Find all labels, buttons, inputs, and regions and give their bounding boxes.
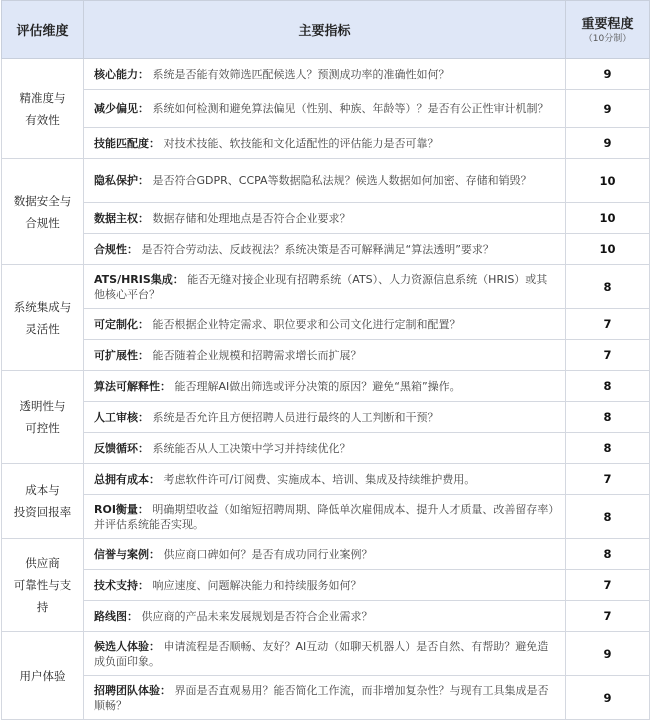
indicator-label: ROI衡量： — [94, 502, 149, 516]
indicator-text: 系统是否允许且方便招聘人员进行最终的人工判断和干预？ — [152, 410, 439, 424]
indicator-cell — [84, 128, 566, 159]
dimension-cell — [2, 632, 84, 720]
dimension-name-line: 成本与 — [25, 483, 60, 497]
header-importance-subtitle: （10分制） — [583, 34, 632, 44]
indicator-cell — [84, 90, 566, 128]
importance-score: 7 — [566, 309, 650, 340]
indicator-text: 系统是否能有效筛选匹配候选人？预测成功率的准确性如何？ — [152, 67, 450, 81]
indicator-cell — [84, 676, 566, 720]
indicator-label: 隐私保护： — [94, 174, 149, 187]
table-row — [2, 340, 650, 371]
indicator-text: 能否根据企业特定需求、职位要求和公司文化进行定制和配置？ — [152, 317, 461, 331]
dimension-name-line: 有效性 — [25, 112, 60, 127]
table-row — [2, 676, 650, 720]
table-row — [2, 402, 650, 433]
table-row — [2, 464, 650, 495]
indicator-cell — [84, 309, 566, 340]
indicator-text: 是否符合劳动法、反歧视法？系统决策是否可解释满足“算法透明”要求？ — [141, 242, 494, 256]
indicator-label: 算法可解释性： — [94, 379, 171, 393]
indicator-label: 人工审核： — [94, 410, 149, 424]
indicator-text: 是否符合GDPR、CCPA等数据隐私法规？候选人数据如何加密、存储和销毁？ — [152, 174, 532, 187]
indicator-label: 合规性： — [94, 242, 138, 256]
indicator-text: 系统能否从人工决策中学习并持续优化？ — [152, 441, 351, 455]
table-row — [2, 265, 650, 309]
importance-score: 9 — [566, 128, 650, 159]
table-row — [2, 539, 650, 570]
indicator-label: 技术支持： — [94, 578, 149, 592]
dimension-name-line: 透明性与 — [19, 399, 66, 413]
indicator-text: 系统如何检测和避免算法偏见（性别、种族、年龄等）？是否有公正性审计机制？ — [152, 102, 549, 115]
indicator-label: 核心能力： — [94, 67, 149, 81]
indicator-text: 响应速度、问题解决能力和持续服务如何？ — [152, 578, 362, 592]
importance-score: 9 — [566, 632, 650, 676]
importance-score: 7 — [566, 340, 650, 371]
dimension-name-line: 用户体验 — [19, 668, 66, 683]
table-row — [2, 601, 650, 632]
importance-score: 10 — [566, 234, 650, 265]
indicator-cell — [84, 464, 566, 495]
indicator-text: 申请流程是否顺畅、友好？AI互动（如聊天机器人）是否自然、有帮助？避免造成负面印象。 — [94, 639, 549, 668]
importance-score: 10 — [566, 159, 650, 203]
indicator-label: 减少偏见： — [94, 102, 149, 115]
dimension-cell — [2, 265, 84, 371]
importance-score: 8 — [566, 402, 650, 433]
table-row — [2, 159, 650, 203]
importance-score: 9 — [566, 59, 650, 90]
table-row — [2, 90, 650, 128]
indicator-text: 供应商口碑如何？是否有成功同行业案例？ — [163, 547, 373, 561]
indicator-label: 招聘团队体验： — [94, 683, 171, 697]
indicator-label: 候选人体验： — [94, 639, 160, 653]
indicator-label: 反馈循环： — [94, 441, 149, 455]
dimension-cell — [2, 539, 84, 632]
indicator-cell — [84, 371, 566, 402]
indicator-label: 路线图： — [94, 609, 138, 623]
importance-score: 8 — [566, 433, 650, 464]
dimension-cell — [2, 59, 84, 159]
dimension-cell — [2, 464, 84, 539]
evaluation-table-container — [1, 0, 649, 720]
indicator-text: 能否随着企业规模和招聘需求增长而扩展？ — [152, 348, 362, 362]
indicator-label: 可定制化： — [94, 317, 149, 331]
indicator-label: 数据主权： — [94, 211, 149, 225]
indicator-cell — [84, 265, 566, 309]
indicator-label: 信誉与案例： — [94, 547, 160, 561]
dimension-name-line: 可控性 — [25, 421, 60, 435]
indicator-cell — [84, 601, 566, 632]
table-row — [2, 309, 650, 340]
indicator-label: 技能匹配度： — [94, 136, 160, 150]
indicator-text: 能否理解AI做出筛选或评分决策的原因？避免“黑箱”操作。 — [174, 379, 461, 393]
importance-score: 8 — [566, 265, 650, 309]
indicator-cell — [84, 632, 566, 676]
header-importance — [566, 1, 650, 59]
indicator-text: 明确期望收益（如缩短招聘周期、降低单次雇佣成本、提升人才质量、改善留存率）并评估系统能否实现。 — [94, 502, 554, 531]
importance-score: 7 — [566, 464, 650, 495]
indicator-cell — [84, 59, 566, 90]
importance-score: 9 — [566, 676, 650, 720]
indicator-text: 数据存储和处理地点是否符合企业要求？ — [152, 211, 351, 225]
importance-score: 8 — [566, 539, 650, 570]
indicator-text: 能否无缝对接企业现有招聘系统（ATS）、人力资源信息系统（HRIS）或其他核心平台？ — [94, 272, 548, 301]
header-importance-title: 重要程度 — [581, 17, 634, 32]
dimension-cell — [2, 371, 84, 464]
indicator-cell — [84, 340, 566, 371]
table-row — [2, 371, 650, 402]
header-dimension: 评估维度 — [2, 1, 84, 59]
indicator-cell — [84, 203, 566, 234]
table-row — [2, 495, 650, 539]
indicator-cell — [84, 159, 566, 203]
table-row — [2, 203, 650, 234]
dimension-name-line: 数据安全与 — [13, 193, 72, 208]
indicator-cell — [84, 495, 566, 539]
table-row — [2, 234, 650, 265]
indicator-label: 可扩展性： — [94, 348, 149, 362]
indicator-cell — [84, 539, 566, 570]
table-row — [2, 632, 650, 676]
dimension-name-line: 供应商 — [25, 556, 60, 570]
importance-score: 8 — [566, 495, 650, 539]
header-indicator: 主要指标 — [84, 1, 566, 59]
indicator-text: 供应商的产品未来发展规划是否符合企业需求？ — [141, 609, 373, 623]
table-row — [2, 128, 650, 159]
dimension-cell — [2, 159, 84, 265]
dimension-name-line: 系统集成与 — [13, 299, 72, 314]
indicator-text: 对技术技能、软技能和文化适配性的评估能力是否可靠？ — [163, 136, 439, 150]
indicator-label: ATS/HRIS集成： — [94, 272, 184, 286]
indicator-text: 考虑软件许可/订阅费、实施成本、培训、集成及持续维护费用。 — [163, 472, 476, 486]
importance-score: 7 — [566, 601, 650, 632]
importance-score: 8 — [566, 371, 650, 402]
indicator-cell — [84, 570, 566, 601]
dimension-name-line: 持 — [36, 600, 49, 614]
importance-score: 7 — [566, 570, 650, 601]
indicator-cell — [84, 234, 566, 265]
table-row — [2, 433, 650, 464]
indicator-text: 界面是否直观易用？能否简化工作流，而非增加复杂性？与现有工具集成是否顺畅？ — [94, 683, 549, 712]
dimension-name-line: 投资回报率 — [13, 505, 72, 519]
indicator-cell — [84, 402, 566, 433]
dimension-name-line: 可靠性与支 — [13, 578, 72, 592]
table-row — [2, 59, 650, 90]
indicator-cell — [84, 433, 566, 464]
table-row — [2, 570, 650, 601]
importance-score: 9 — [566, 90, 650, 128]
importance-score: 10 — [566, 203, 650, 234]
dimension-name-line: 精准度与 — [19, 90, 66, 105]
dimension-name-line: 灵活性 — [25, 321, 60, 336]
table-body — [2, 59, 650, 720]
dimension-name-line: 合规性 — [25, 215, 60, 230]
header-row — [2, 1, 650, 59]
indicator-label: 总拥有成本： — [94, 472, 160, 486]
evaluation-table — [1, 0, 650, 720]
